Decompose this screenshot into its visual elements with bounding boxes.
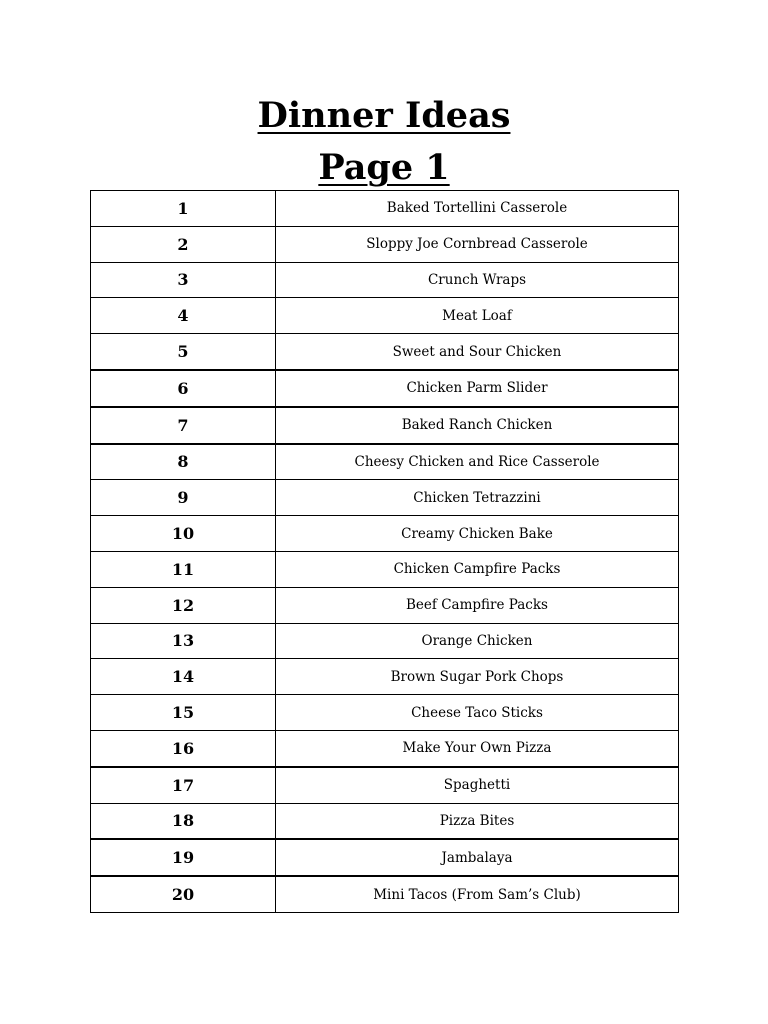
meal-name: Jambalaya — [276, 839, 679, 876]
meal-number: 11 — [91, 551, 276, 587]
meal-name: Cheesy Chicken and Rice Casserole — [276, 444, 679, 480]
table-row — [91, 839, 679, 876]
table-row — [91, 444, 679, 480]
meal-number: 4 — [91, 298, 276, 334]
meal-name: Sweet and Sour Chicken — [276, 334, 679, 370]
table-row — [91, 659, 679, 695]
meal-name: Spaghetti — [276, 767, 679, 803]
table-row — [91, 262, 679, 298]
table-row — [91, 226, 679, 262]
table-row — [91, 587, 679, 623]
table-row — [91, 334, 679, 370]
meal-name: Chicken Parm Slider — [276, 370, 679, 407]
meal-name: Brown Sugar Pork Chops — [276, 659, 679, 695]
meal-number: 19 — [91, 839, 276, 876]
table-row — [91, 516, 679, 552]
table-row — [91, 191, 679, 227]
meal-number: 7 — [91, 407, 276, 444]
table-row — [91, 370, 679, 407]
dinner-ideas-table — [90, 190, 679, 913]
meal-name: Chicken Tetrazzini — [276, 480, 679, 516]
meal-number: 16 — [91, 730, 276, 766]
meal-name: Pizza Bites — [276, 803, 679, 839]
table-row — [91, 480, 679, 516]
meal-number: 14 — [91, 659, 276, 695]
meal-number: 17 — [91, 767, 276, 803]
meal-name: Chicken Campfire Packs — [276, 551, 679, 587]
table-row — [91, 803, 679, 839]
table-row — [91, 551, 679, 587]
meal-name: Creamy Chicken Bake — [276, 516, 679, 552]
table-row — [91, 730, 679, 766]
meal-number: 18 — [91, 803, 276, 839]
table-row — [91, 623, 679, 659]
meal-number: 1 — [91, 191, 276, 227]
meal-number: 8 — [91, 444, 276, 480]
meal-name: Baked Tortellini Casserole — [276, 191, 679, 227]
meal-number: 13 — [91, 623, 276, 659]
page-subtitle: Page 1 — [318, 147, 450, 188]
meal-number: 12 — [91, 587, 276, 623]
meal-name: Cheese Taco Sticks — [276, 695, 679, 731]
meal-number: 2 — [91, 226, 276, 262]
meal-number: 15 — [91, 695, 276, 731]
meal-number: 5 — [91, 334, 276, 370]
meal-name: Baked Ranch Chicken — [276, 407, 679, 444]
meal-number: 6 — [91, 370, 276, 407]
page-title: Dinner Ideas — [257, 95, 511, 136]
table-row — [91, 695, 679, 731]
meal-name: Orange Chicken — [276, 623, 679, 659]
meal-name: Meat Loaf — [276, 298, 679, 334]
table-row — [91, 407, 679, 444]
meal-number: 9 — [91, 480, 276, 516]
meal-name: Make Your Own Pizza — [276, 730, 679, 766]
table-row — [91, 767, 679, 803]
meal-name: Sloppy Joe Cornbread Casserole — [276, 226, 679, 262]
table-row — [91, 298, 679, 334]
meal-number: 10 — [91, 516, 276, 552]
meal-name: Mini Tacos (From Sam’s Club) — [276, 876, 679, 912]
meal-number: 3 — [91, 262, 276, 298]
meal-name: Crunch Wraps — [276, 262, 679, 298]
meal-name: Beef Campfire Packs — [276, 587, 679, 623]
table-row — [91, 876, 679, 912]
meal-number: 20 — [91, 876, 276, 912]
